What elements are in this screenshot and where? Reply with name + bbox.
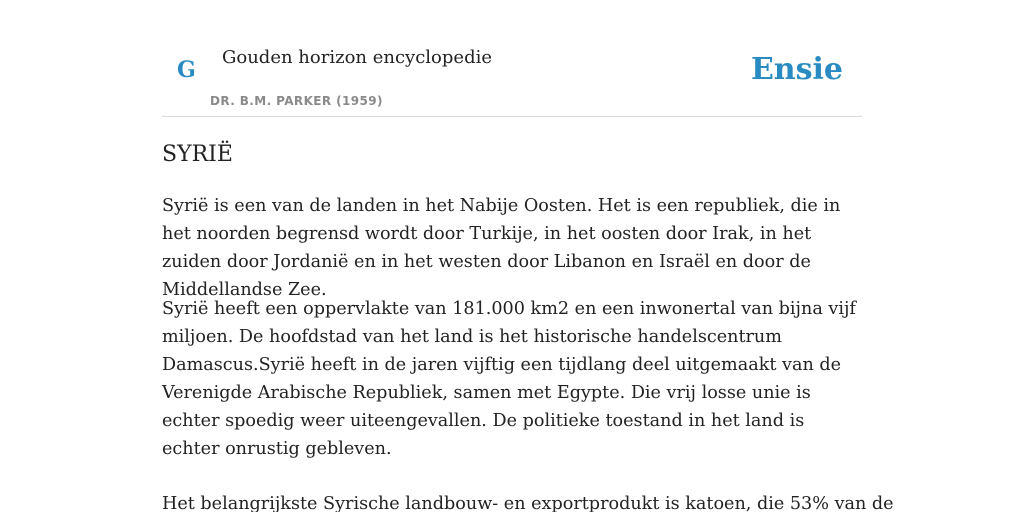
source-header [162,0,862,117]
entry-paragraph: Syrië is een van de landen in het Nabije Oosten. Het is een republiek, die in het noorden begrensd wordt door Turkije, in het oosten door Irak, in het zuiden door Jordanië en in het westen door Libanon en Israël en door de Middellandse Zee. [162,196,841,300]
source-author: DR. B.M. PARKER (1959) [210,94,383,108]
entry-paragraph: Het belangrijkste Syrische landbouw- en exportprodukt is katoen, die 53% van de [162,494,894,512]
source-title-link[interactable]: Gouden horizon encyclopedie [222,47,492,68]
entry-title: SYRIË [162,142,233,167]
article-container [162,0,894,512]
source-icon[interactable]: G [177,57,196,83]
entry-paragraph: Syrië heeft een oppervlakte van 181.000 km2 en een inwonertal van bijna vijf miljoen. De hoofdstad van het land is het historische handelscentrum Damascus.Syrië heeft in de jaren vijftig een tijdlang deel uitgemaakt van de Verenigde Arabische Republiek, samen met Egypte. Die vrij losse unie is echter spoedig weer uiteengevallen. De politieke toestand in het land is echter onrustig gebleven. [162,299,856,459]
ensie-logo[interactable]: Ensie [750,52,843,87]
